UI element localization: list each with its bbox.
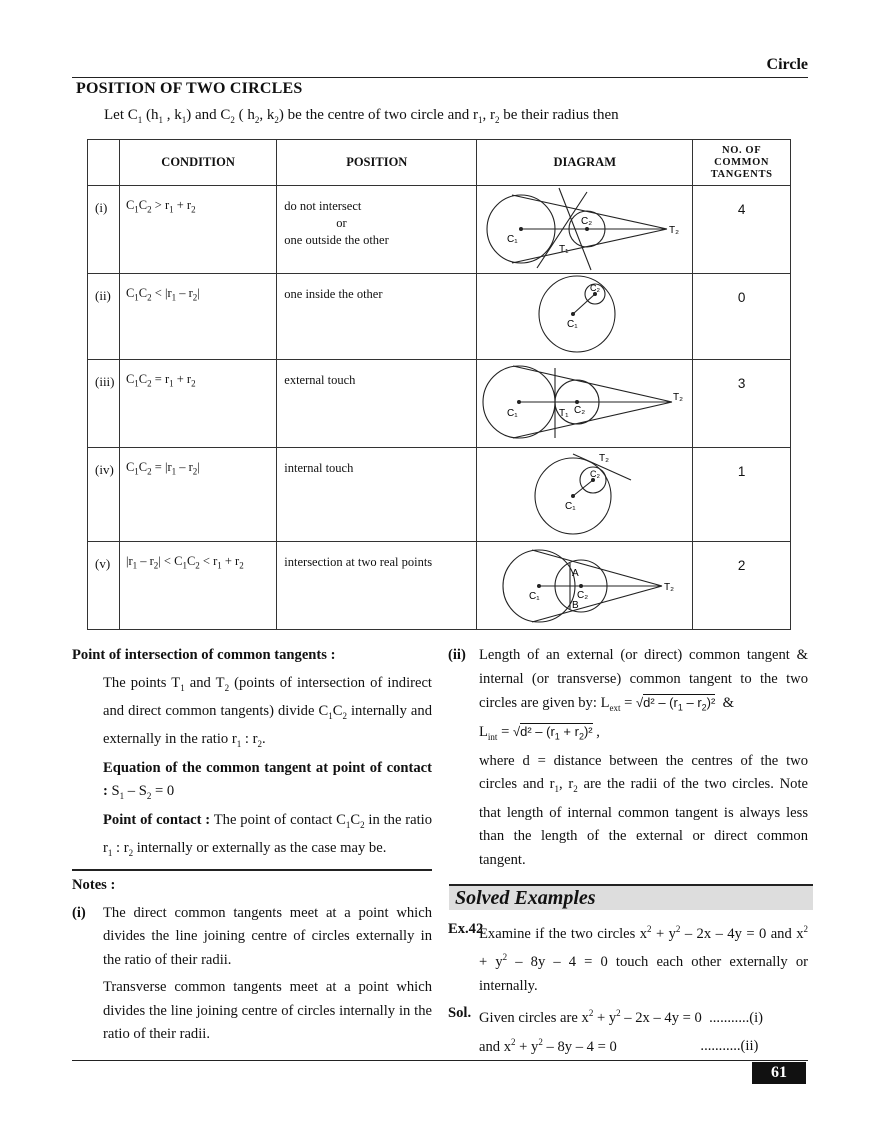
row-number: (i) — [88, 186, 120, 274]
diagram-separate-circles — [477, 186, 692, 273]
equation-label: Equation of the common tangent at point of contact : — [103, 759, 432, 800]
row-position — [277, 186, 477, 274]
row-position — [277, 274, 477, 360]
header-position: POSITION — [277, 140, 477, 186]
diagram-external-touch — [477, 360, 692, 447]
label-c1: C₁ — [567, 319, 578, 330]
table-row — [88, 448, 791, 542]
label-c1: C₁ — [507, 234, 518, 245]
row-number: (v) — [88, 542, 120, 630]
label-t1: T₁ — [559, 408, 569, 419]
diagram-internal-touch — [477, 448, 692, 541]
lint-formula: $L_{int} = √d^2 - (r_1 + r_2)^2$ , — [479, 724, 600, 743]
note-item — [72, 902, 432, 1047]
label-c1: C₁ — [529, 591, 540, 602]
label-a: A — [572, 568, 579, 579]
label-t2: T₂ — [669, 225, 680, 236]
intersection-heading: Point of intersection of common tangents : — [72, 647, 336, 663]
row-diagram — [477, 360, 693, 448]
row-tangent-count: 1 — [693, 448, 791, 542]
table-row — [88, 186, 791, 274]
right-column — [448, 644, 808, 872]
row-diagram — [477, 448, 693, 542]
position-line: intersection at two real points — [284, 555, 433, 569]
label-t2: T₂ — [599, 453, 610, 464]
row-condition: $|r_1 - r_2| < C_1C_2 < r_1 + r_2$ — [119, 542, 276, 630]
header-diagram: DIAGRAM — [477, 140, 693, 186]
table-row — [88, 542, 791, 630]
header-num — [88, 140, 120, 186]
tangent-length-item — [448, 644, 808, 872]
position-line: external touch — [284, 373, 356, 387]
label-b: B — [572, 600, 579, 611]
row-condition: $C_1C_2 = r_1 + r_2$ — [119, 360, 276, 448]
header-condition: CONDITION — [119, 140, 276, 186]
solution-label: Sol. — [448, 1005, 472, 1022]
intersection-paragraph: The points $T_1$ and $T_2$ (points of intersection of indirect and direct common tangents) divide $C_1C_2$ internally and externally in the ratio $r_1$ : $r_2$. — [103, 674, 433, 750]
row-tangent-count: 0 — [693, 274, 791, 360]
tangent-length-intro: Length of an external (or direct) common tangent & internal (or transverse) common tangent to the two circles are given by: — [479, 647, 808, 711]
section-intro: Let $C_1$ ($h_1$ , $k_1$) and $C_2$ ( $h_2$, $k_2$) be the centre of two circle and $r_1$, $r_2$ be their radius then — [104, 107, 619, 125]
row-tangent-count: 4 — [693, 186, 791, 274]
label-c2: C₂ — [577, 590, 589, 601]
row-position — [277, 542, 477, 630]
label-c2: C₂ — [574, 405, 586, 416]
header-rule — [72, 77, 808, 78]
label-c2: C₂ — [581, 216, 593, 227]
position-line: one outside the other — [284, 233, 389, 247]
lext-formula: $L_{ext} = √d^2 - (r_1 - r_2)^2$ & — [600, 695, 734, 713]
table-row — [88, 274, 791, 360]
contact-paragraph: Point of contact : The point of contact $C_1C_2$ in the ratio $r_1$ : $r_2$ internally or externally as the case may be. — [103, 811, 433, 858]
header-tangents: NO. OF COMMON TANGENTS — [693, 140, 791, 186]
example-item — [448, 918, 808, 998]
row-condition: $C_1C_2 < |r_1 - r_2|$ — [119, 274, 276, 360]
solution-text: Given circles are $x^2 + y^2 - 2x - 4y = 0$ ...........(i) and $x^2 + y^2 - 8y - 4 = 0$ ...........(ii) — [479, 1008, 764, 1055]
diagram-intersecting-circles — [477, 542, 692, 629]
example-block — [448, 918, 808, 1059]
diagram-inside-circle — [477, 274, 692, 359]
row-number: (iii) — [88, 360, 120, 448]
label-c1: C₁ — [565, 501, 576, 512]
solved-examples-heading: Solved Examples — [449, 884, 813, 910]
row-diagram — [477, 274, 693, 360]
page-number: 61 — [752, 1062, 806, 1084]
notes-heading: Notes : — [72, 877, 116, 893]
solution-item — [448, 1002, 808, 1059]
row-tangent-count: 3 — [693, 360, 791, 448]
item-number: (ii) — [448, 647, 466, 663]
equation-paragraph: Equation of the common tangent at point of contact : $S_1 - S_2 = 0$ — [103, 759, 432, 802]
row-position — [277, 360, 477, 448]
note-text: Transverse common tangents meet at a point which divides the line joining centre of circles internally in the ratio of their radii. — [103, 979, 432, 1042]
where-text: where d = distance between the centres of the two circles and $r_1$, $r_2$ are the radii of the two circles. Note that length of internal common tangent is always less than the length of the external or direct common tangent. — [479, 752, 808, 868]
chapter-title: Circle — [766, 56, 808, 73]
table-row — [88, 360, 791, 448]
row-diagram — [477, 542, 693, 630]
table-header-row — [88, 140, 791, 186]
row-tangent-count: 2 — [693, 542, 791, 630]
row-condition: $C_1C_2 = |r_1 - r_2|$ — [119, 448, 276, 542]
row-number: (iv) — [88, 448, 120, 542]
notes-rule — [72, 869, 432, 871]
example-label: Ex.42 — [448, 921, 484, 937]
footer-rule — [72, 1060, 808, 1061]
contact-label: Point of contact : — [103, 811, 211, 828]
position-line: do not intersect — [284, 199, 362, 213]
label-t1: T₁ — [559, 244, 569, 255]
note-text: The direct common tangents meet at a point which divides the line joining centre of circles externally in the ratio of their radii. — [103, 904, 432, 968]
label-t2: T₂ — [673, 392, 684, 403]
label-t2: T₂ — [664, 582, 675, 593]
position-line: one inside the other — [284, 287, 383, 301]
row-diagram — [477, 186, 693, 274]
example-text: Examine if the two circles $x^2 + y^2 - 2x - 4y = 0$ and $x^2 + y^2 - 8y - 4 = 0$ touch each other externally or internally. — [479, 924, 808, 994]
position-line: internal touch — [284, 461, 354, 475]
row-position — [277, 448, 477, 542]
left-column — [72, 644, 432, 865]
notes-block — [72, 874, 432, 1047]
note-number: (i) — [72, 904, 86, 921]
position-line: or — [336, 216, 347, 230]
row-condition: $C_1C_2 > r_1 + r_2$ — [119, 186, 276, 274]
label-c1: C₁ — [507, 408, 518, 419]
section-title: POSITION OF TWO CIRCLES — [76, 80, 303, 97]
positions-table — [87, 139, 791, 630]
row-number: (ii) — [88, 274, 120, 360]
label-c2: C₂ — [590, 469, 601, 479]
label-c2: C₂ — [590, 283, 601, 293]
